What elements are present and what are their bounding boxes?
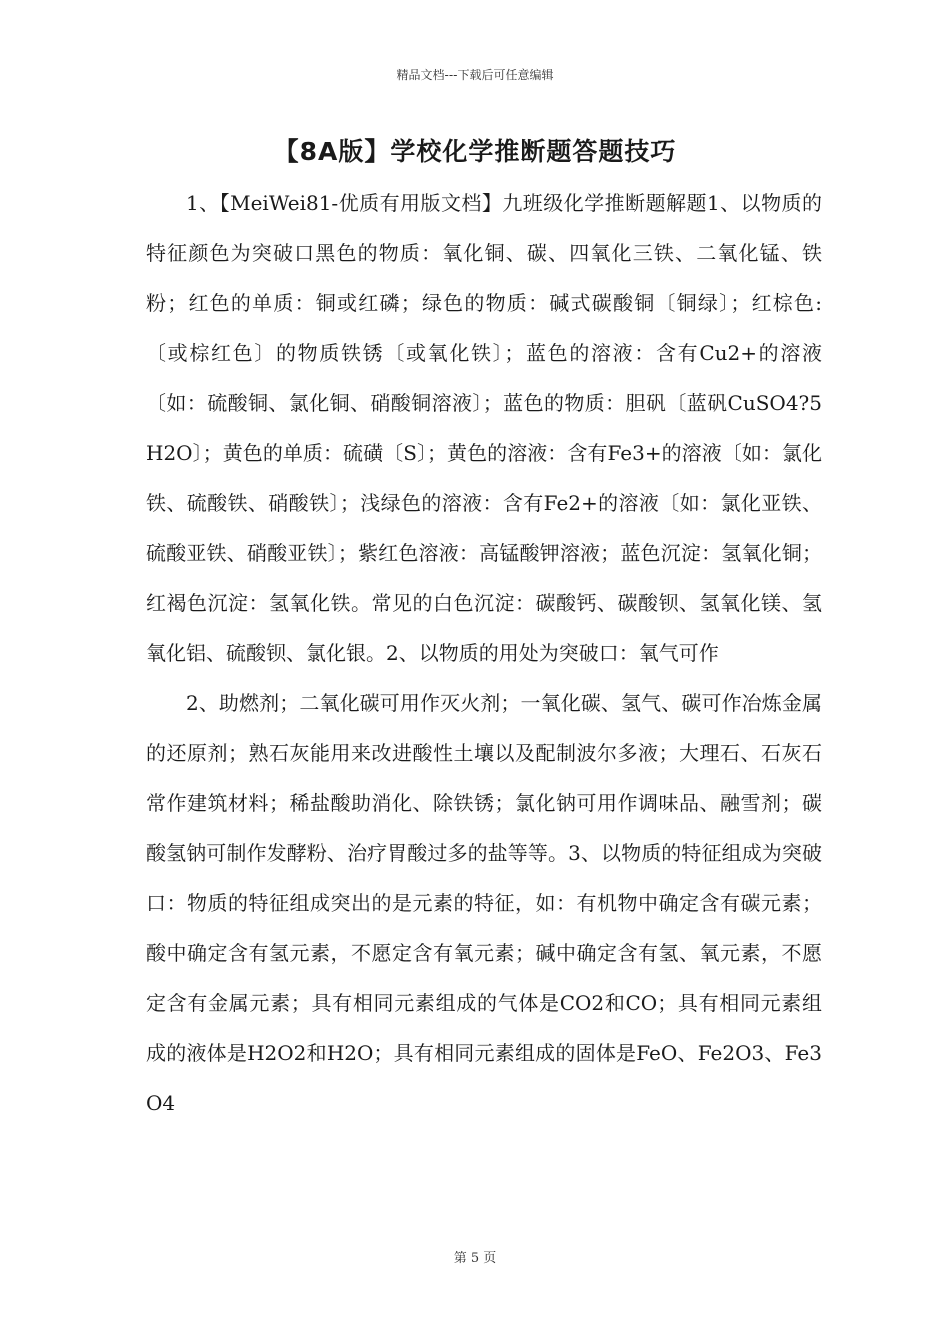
document-body xyxy=(146,178,822,1128)
page-number: 第 5 页 xyxy=(453,1251,497,1266)
page-header: 精品文档---下载后可任意编辑 xyxy=(396,68,554,82)
body-paragraph-1: 1、【MeiWei81-优质有用版文档】九班级化学推断题解题1、以物质的特征颜色为突破口黑色的物质：氧化铜、碳、四氧化三铁、二氧化锰、铁粉；红色的单质：铜或红磷；绿色的物质：碱式碳酸铜〔铜绿〕；红棕色:〔或棕红色〕的物质铁锈〔或氧化铁〕；蓝色的溶液：含有Cu2+的溶液〔如：硫酸铜、氯化铜、硝酸铜溶液〕；蓝色的物质：胆矾〔蓝矾CuSO4?5H2O〕；黄色的单质：硫磺〔S〕；黄色的溶液：含有Fe3+的溶液〔如：氯化铁、硫酸铁、硝酸铁〕；浅绿色的溶液：含有Fe2+的溶液〔如：氯化亚铁、硫酸亚铁、硝酸亚铁〕；紫红色溶液：高锰酸钾溶液；蓝色沉淀：氢氧化铜；红褐色沉淀：氢氧化铁。常见的白色沉淀：碳酸钙、碳酸钡、氢氧化镁、氢氧化铝、硫酸钡、氯化银。2、以物质的用处为突破口：氧气可作 xyxy=(146,191,822,665)
document-title: 【8A版】学校化学推断题答题技巧 xyxy=(273,137,677,166)
body-paragraph-2: 2、助燃剂；二氧化碳可用作灭火剂；一氧化碳、氢气、碳可作冶炼金属的还原剂；熟石灰能用来改进酸性土壤以及配制波尔多液；大理石、石灰石常作建筑材料；稀盐酸助消化、除铁锈；氯化钠可用作调味品、融雪剂；碳酸氢钠可制作发酵粉、治疗胃酸过多的盐等等。3、以物质的特征组成为突破口：物质的特征组成突出的是元素的特征，如：有机物中确定含有碳元素；酸中确定含有氢元素，不愿定含有氧元素；碱中确定含有氢、氧元素，不愿定含有金属元素；具有相同元素组成的气体是CO2和CO；具有相同元素组成的液体是H2O2和H2O；具有相同元素组成的固体是FeO、Fe2O3、Fe3O4 xyxy=(146,691,822,1115)
